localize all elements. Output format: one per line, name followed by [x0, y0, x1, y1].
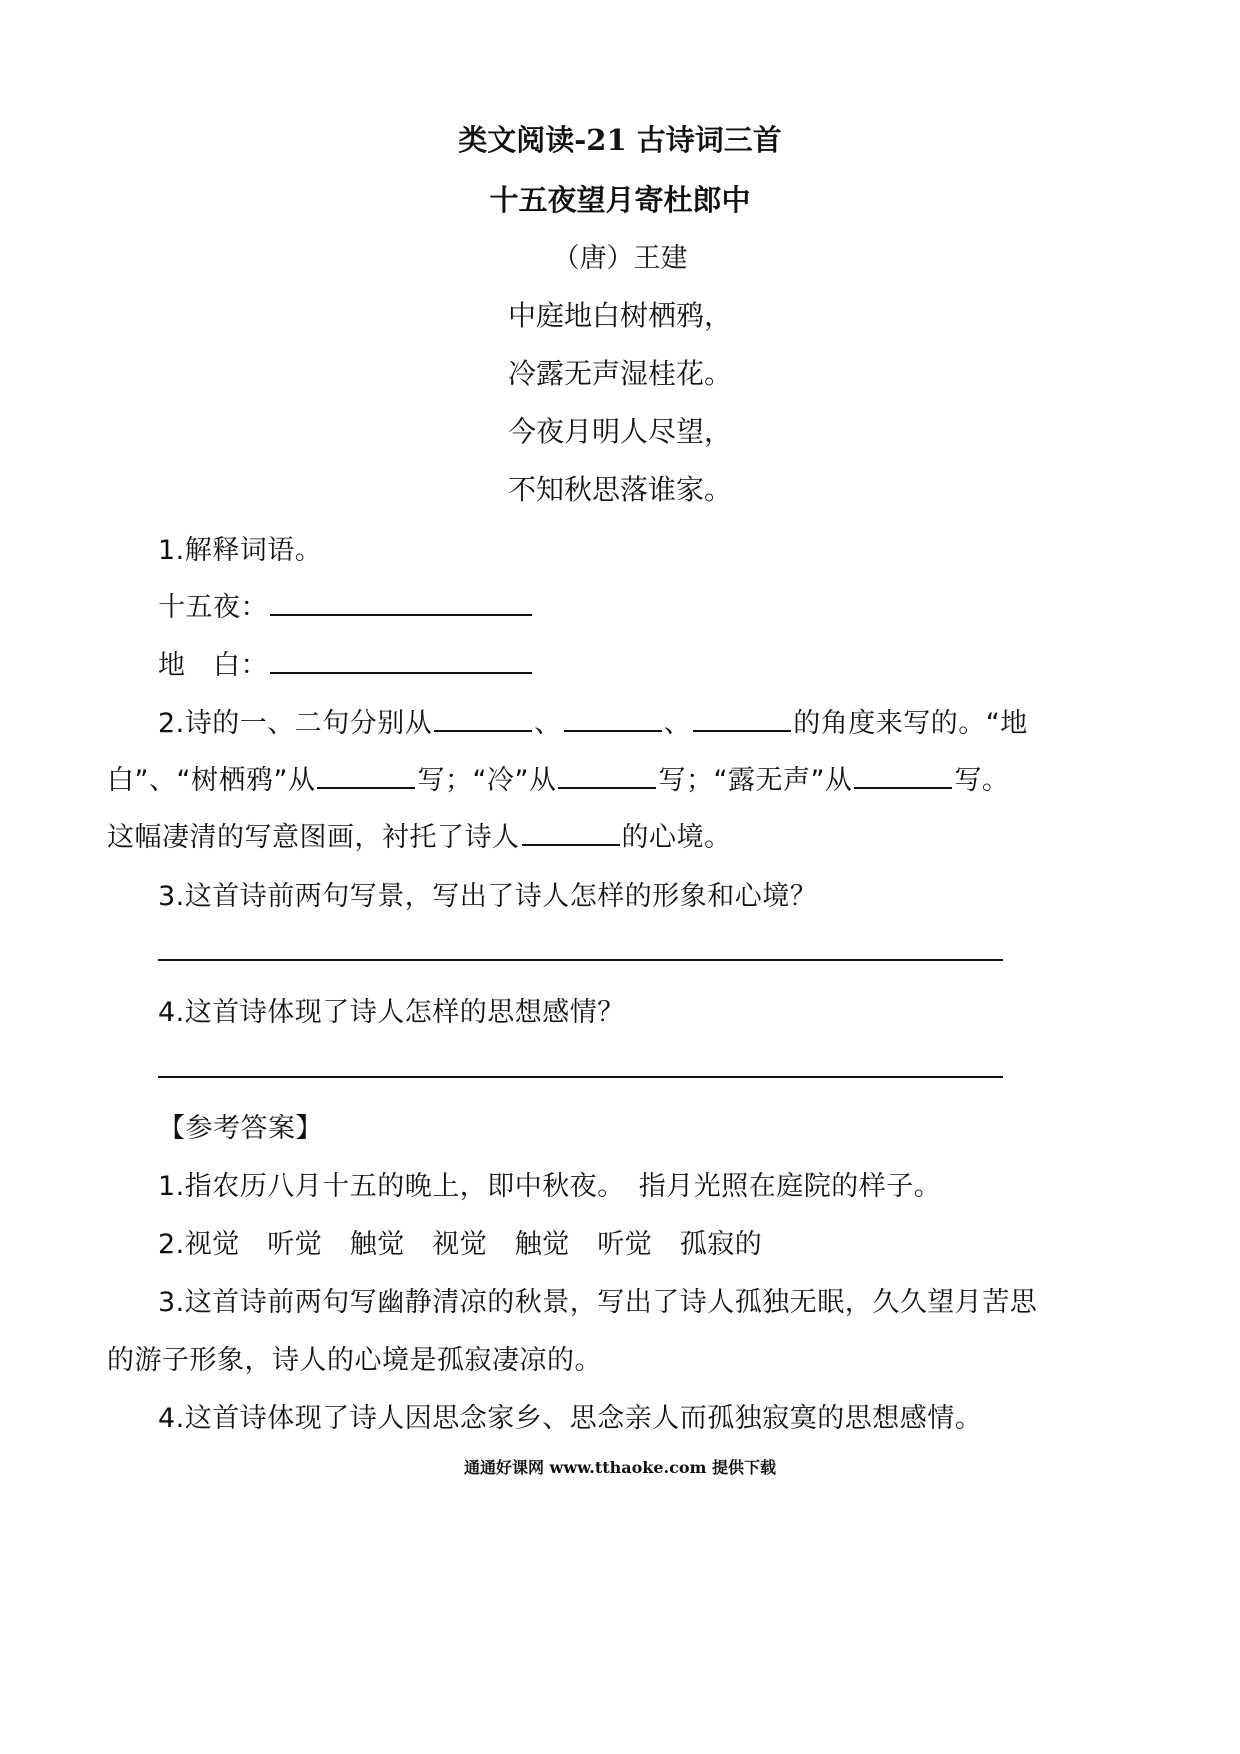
document-title: 类文阅读-21 古诗词三首: [458, 123, 782, 157]
answer-blank[interactable]: [522, 816, 620, 846]
question-2-text: 写；“冷”从: [417, 765, 557, 796]
answer-1: 1.指农历八月十五的晚上，即中秋夜。 指月光照在庭院的样子。: [158, 1171, 942, 1202]
poem-line-4: 不知秋思落谁家。: [507, 473, 732, 506]
question-2-line-3: [107, 815, 732, 854]
answer-blank[interactable]: [854, 759, 952, 789]
answer-blank[interactable]: [317, 759, 415, 789]
question-2-text: 的角度来写的。“地: [793, 708, 1028, 739]
answer-3-line-1: 3.这首诗前两句写幽静清凉的秋景，写出了诗人孤独无眠，久久望月苦思: [158, 1287, 1038, 1318]
answer-blank[interactable]: [434, 702, 532, 732]
question-2-line-2: [107, 758, 1009, 797]
answer-3-line-2: 的游子形象，诗人的心境是孤寂凄凉的。: [107, 1345, 602, 1376]
answer-line-3[interactable]: [158, 959, 1003, 961]
question-1-item-1: [158, 585, 534, 624]
answer-4: 4.这首诗体现了诗人因思念家乡、思念亲人而孤独寂寞的思想感情。: [158, 1403, 983, 1434]
answer-2: 2.视觉 听觉 触觉 视觉 触觉 听觉 孤寂的: [158, 1229, 763, 1260]
poem-line-2: 冷露无声湿桂花。: [507, 357, 732, 390]
poem-author: （唐）王建: [552, 243, 688, 274]
question-2-text: 写；“露无声”从: [658, 765, 853, 796]
question-2-separator: 、: [534, 708, 562, 739]
poem-title: 十五夜望月寄杜郎中: [489, 183, 751, 217]
question-2-separator: 、: [663, 708, 692, 739]
answer-blank[interactable]: [693, 702, 791, 732]
answer-line-4[interactable]: [158, 1076, 1003, 1078]
question-2-text: 这幅凄清的写意图画，衬托了诗人: [107, 822, 520, 853]
question-1-item-2: [158, 643, 534, 682]
question-2-line-1: [158, 701, 1028, 740]
question-4: 4.这首诗体现了诗人怎样的思想感情？: [158, 997, 625, 1028]
footer-text: 通通好课网 www.tthaoke.com 提供下载: [463, 1458, 777, 1477]
question-1-heading: 1.解释词语。: [158, 535, 323, 566]
answer-blank[interactable]: [270, 586, 532, 616]
answer-blank[interactable]: [270, 644, 532, 674]
question-2-text: 写。: [954, 765, 1010, 796]
question-2-text: 的心境。: [621, 822, 732, 853]
answers-heading: 【参考答案】: [158, 1113, 323, 1144]
question-2-text: 2.诗的一、二句分别从: [158, 708, 433, 739]
poem-line-1: 中庭地白树栖鸦，: [507, 299, 732, 332]
question-1-item-2-label: 地 白：: [158, 650, 268, 681]
question-3: 3.这首诗前两句写景，写出了诗人怎样的形象和心境？: [158, 881, 818, 912]
answer-blank[interactable]: [558, 759, 656, 789]
answer-blank[interactable]: [564, 702, 662, 732]
poem-line-3: 今夜月明人尽望，: [507, 415, 732, 448]
question-2-text: 白”、“树栖鸦”从: [107, 765, 316, 796]
question-1-item-1-label: 十五夜：: [158, 592, 268, 623]
